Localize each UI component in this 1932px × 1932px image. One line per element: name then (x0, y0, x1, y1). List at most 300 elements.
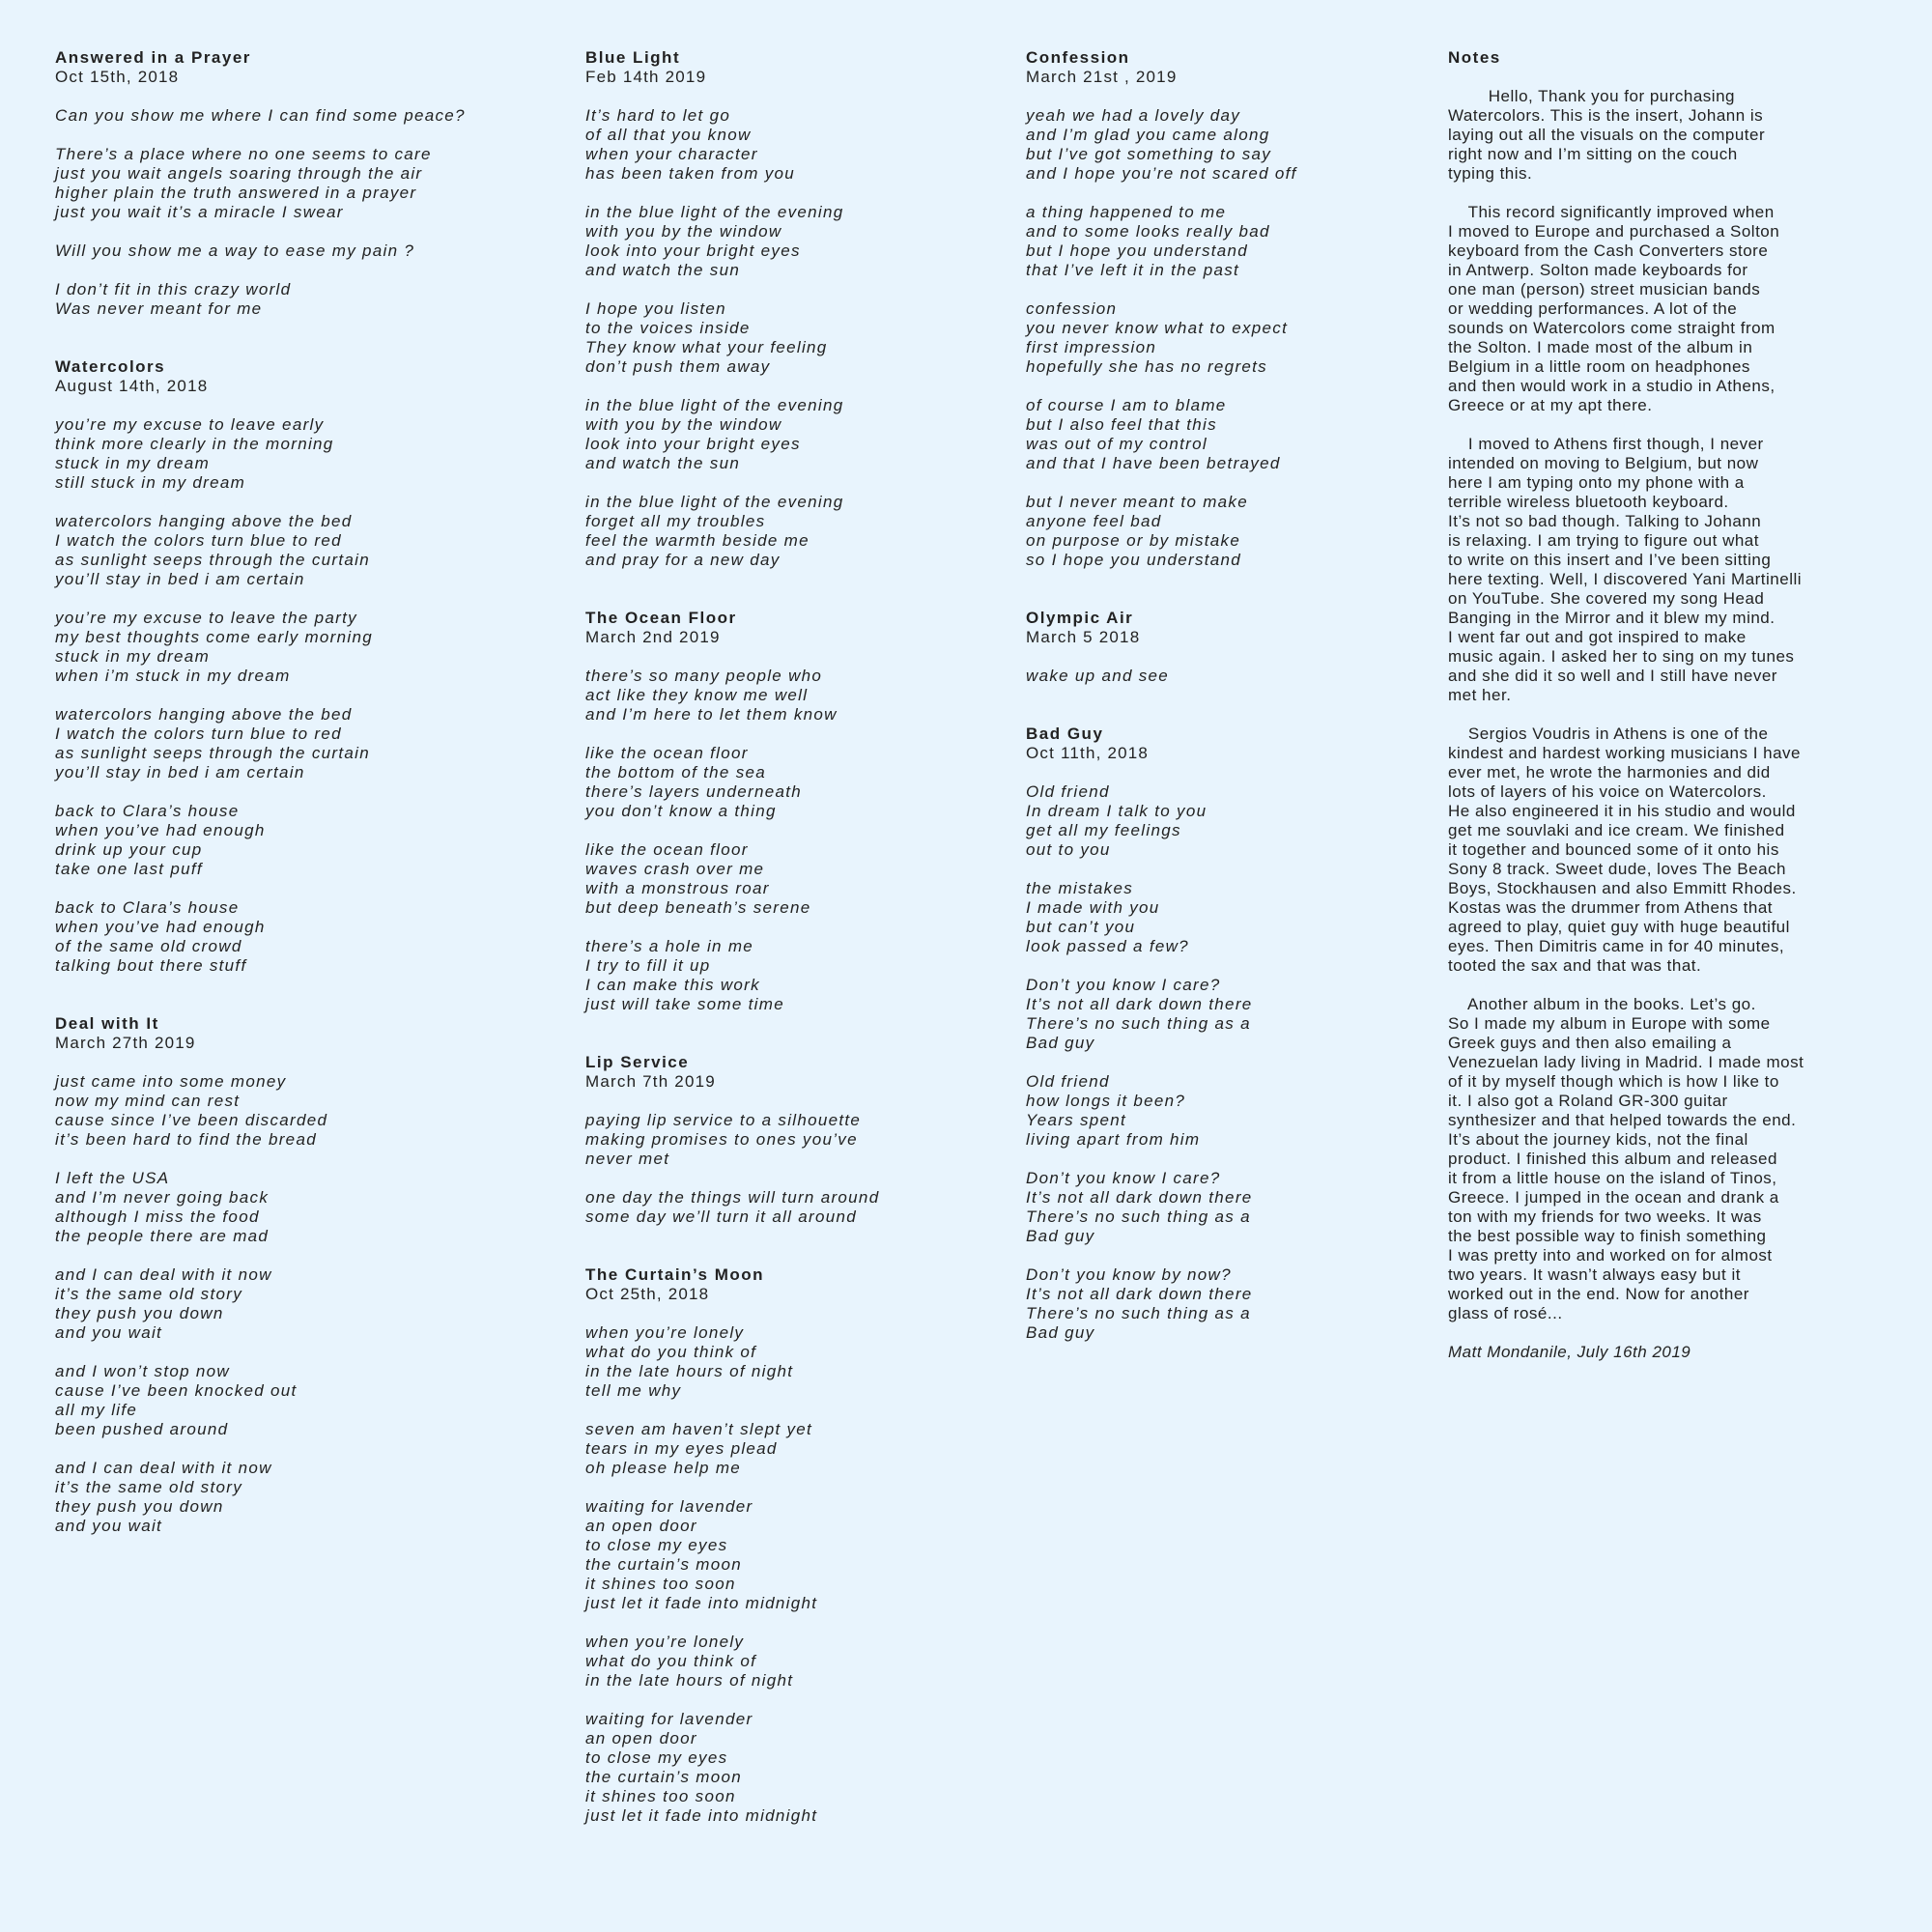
stanza (585, 937, 1001, 1014)
lyric-line: They know what your feeling (585, 338, 828, 356)
song-date: August 14th, 2018 (55, 377, 209, 395)
stanza (585, 667, 1001, 724)
lyric-line: of the same old crowd (55, 937, 242, 955)
notes-line: Greece. I jumped in the ocean and drank a (1448, 1188, 1779, 1207)
lyric-line: I watch the colors turn blue to red (55, 724, 342, 743)
stanza (585, 840, 1001, 918)
notes-line: the Solton. I made most of the album in (1448, 338, 1753, 356)
stanza (55, 106, 557, 126)
lyric-line: there’s layers underneath (585, 782, 803, 801)
stanza (1026, 976, 1422, 1053)
lyric-line: and you wait (55, 1517, 163, 1535)
lyric-line: Will you show me a way to ease my pain ? (55, 242, 415, 260)
song-title: Blue Light (585, 48, 681, 67)
notes-line: It’s not so bad though. Talking to Johann (1448, 512, 1762, 530)
song-title: Deal with It (55, 1014, 159, 1033)
lyric-line: and I’m glad you came along (1026, 126, 1270, 144)
lyric-line: you’re my excuse to leave early (55, 415, 325, 434)
stanza (1026, 782, 1422, 860)
lyric-line: what do you think of (585, 1343, 757, 1361)
lyric-line: now my mind can rest (55, 1092, 241, 1110)
song-title: Bad Guy (1026, 724, 1104, 743)
lyric-line: Don’t you know I care? (1026, 976, 1221, 994)
lyric-line: I hope you listen (585, 299, 726, 318)
lyric-line: Years spent (1026, 1111, 1127, 1129)
notes-line: laying out all the visuals on the computer (1448, 126, 1766, 144)
lyric-line: It’s hard to let go (585, 106, 731, 125)
lyric-line: there’s so many people who (585, 667, 823, 685)
lyric-line: tell me why (585, 1381, 682, 1400)
song-block (1026, 724, 1422, 1343)
stanza (55, 242, 557, 261)
lyric-line: higher plain the truth answered in a prayer (55, 184, 417, 202)
lyric-line: when you’re lonely (585, 1323, 745, 1342)
lyric-line: forget all my troubles (585, 512, 766, 530)
lyrics (1026, 106, 1422, 570)
lyric-line: Old friend (1026, 782, 1110, 801)
notes-line: met her. (1448, 686, 1512, 704)
lyric-line: It’s not all dark down there (1026, 1285, 1253, 1303)
lyric-line: it’s the same old story (55, 1478, 242, 1496)
notes-line: and then would work in a studio in Athens, (1448, 377, 1776, 395)
lyric-line: when i’m stuck in my dream (55, 667, 291, 685)
lyric-line: talking bout there stuff (55, 956, 247, 975)
stanza (55, 1169, 557, 1246)
lyrics-column-1 (55, 48, 557, 1575)
notes-line: synthesizer and that helped towards the end. (1448, 1111, 1797, 1129)
lyric-line: and watch the sun (585, 261, 741, 279)
song-block (55, 48, 557, 319)
stanza (585, 1111, 1001, 1169)
notes-line: Greece or at my apt there. (1448, 396, 1653, 414)
lyric-line: the bottom of the sea (585, 763, 767, 781)
lyric-line: I made with you (1026, 898, 1160, 917)
stanza (585, 299, 1001, 377)
notes-line: here texting. Well, I discovered Yani Martinelli (1448, 570, 1803, 588)
lyric-line: stuck in my dream (55, 454, 211, 472)
lyric-line: and to some looks really bad (1026, 222, 1270, 241)
lyric-line: stuck in my dream (55, 647, 211, 666)
stanza (55, 609, 557, 686)
stanza (1026, 203, 1422, 280)
song-title: Watercolors (55, 357, 166, 376)
notes-line: terrible wireless bluetooth keyboard. (1448, 493, 1729, 511)
notes-line: tooted the sax and that was that. (1448, 956, 1702, 975)
lyric-line: in the blue light of the evening (585, 493, 844, 511)
song-date: March 27th 2019 (55, 1034, 196, 1052)
lyric-line: and you wait (55, 1323, 163, 1342)
notes-line: one man (person) street musician bands (1448, 280, 1761, 298)
lyric-line: as sunlight seeps through the curtain (55, 551, 370, 569)
notes-line: lots of layers of his voice on Watercolors. (1448, 782, 1767, 801)
lyric-line: on purpose or by mistake (1026, 531, 1241, 550)
notes-paragraph (1448, 724, 1873, 976)
lyric-line: when you’ve had enough (55, 918, 266, 936)
lyric-line: and pray for a new day (585, 551, 781, 569)
lyric-line: I left the USA (55, 1169, 170, 1187)
song-block (1026, 48, 1422, 570)
notes-signature: Matt Mondanile, July 16th 2019 (1448, 1343, 1691, 1361)
stanza (585, 1188, 1001, 1227)
notes-line: glass of rosé... (1448, 1304, 1563, 1322)
lyric-line: waiting for lavender (585, 1710, 753, 1728)
notes-line: Kostas was the drummer from Athens that (1448, 898, 1774, 917)
notes-paragraph (1448, 435, 1873, 705)
lyric-line: back to Clara’s house (55, 802, 240, 820)
lyric-line: Was never meant for me (55, 299, 263, 318)
notes-line: two years. It wasn’t always easy but it (1448, 1265, 1741, 1284)
song-date: Oct 25th, 2018 (585, 1285, 710, 1303)
lyric-line: I don’t fit in this crazy world (55, 280, 292, 298)
lyric-line: what do you think of (585, 1652, 757, 1670)
notes-line: get me souvlaki and ice cream. We finished (1448, 821, 1785, 839)
lyric-line: it’s been hard to find the bread (55, 1130, 317, 1149)
lyric-line: get all my feelings (1026, 821, 1181, 839)
notes-paragraph (1448, 87, 1873, 184)
lyric-line: There’s no such thing as a (1026, 1304, 1251, 1322)
lyric-line: take one last puff (55, 860, 203, 878)
notes-line: right now and I’m sitting on the couch (1448, 145, 1738, 163)
lyric-line: There’s no such thing as a (1026, 1208, 1251, 1226)
stanza (1026, 396, 1422, 473)
notes-line: Hello, Thank you for purchasing (1448, 87, 1735, 105)
stanza (585, 1710, 1001, 1826)
notes-line: sounds on Watercolors come straight from (1448, 319, 1776, 337)
stanza (585, 744, 1001, 821)
lyric-line: and I won’t stop now (55, 1362, 230, 1380)
lyric-line: one day the things will turn around (585, 1188, 880, 1207)
lyric-line: It’s not all dark down there (1026, 1188, 1253, 1207)
stanza (1026, 879, 1422, 956)
notes-line: Boys, Stockhausen and also Emmitt Rhodes. (1448, 879, 1797, 897)
lyric-line: to close my eyes (585, 1536, 728, 1554)
lyrics (585, 667, 1001, 1014)
stanza (585, 1323, 1001, 1401)
lyric-line: with you by the window (585, 415, 782, 434)
notes-line: ever met, he wrote the harmonies and did (1448, 763, 1771, 781)
stanza (585, 493, 1001, 570)
lyric-line: when your character (585, 145, 758, 163)
lyric-line: feel the warmth beside me (585, 531, 810, 550)
lyric-line: don’t push them away (585, 357, 771, 376)
lyric-line: tears in my eyes plead (585, 1439, 778, 1458)
lyric-line: I try to fill it up (585, 956, 711, 975)
lyric-line: although I miss the food (55, 1208, 260, 1226)
lyric-line: has been taken from you (585, 164, 796, 183)
notes-line: it together and bounced some of it onto his (1448, 840, 1779, 859)
lyric-line: but I also feel that this (1026, 415, 1217, 434)
stanza (1026, 493, 1422, 570)
lyric-line: the mistakes (1026, 879, 1134, 897)
song-block (585, 1053, 1001, 1227)
notes-line: product. I finished this album and released (1448, 1150, 1777, 1168)
lyric-line: seven am haven’t slept yet (585, 1420, 813, 1438)
lyric-line: There’s a place where no one seems to care (55, 145, 432, 163)
lyric-line: you don’t know a thing (585, 802, 777, 820)
notes-line: of it by myself though which is how I like to (1448, 1072, 1779, 1091)
lyric-line: but I never meant to make (1026, 493, 1248, 511)
lyric-line: I watch the colors turn blue to red (55, 531, 342, 550)
lyric-line: there’s a hole in me (585, 937, 754, 955)
lyric-line: and that I have been betrayed (1026, 454, 1281, 472)
lyric-line: Bad guy (1026, 1227, 1095, 1245)
lyric-line: like the ocean floor (585, 840, 749, 859)
lyric-line: still stuck in my dream (55, 473, 246, 492)
lyric-line: think more clearly in the morning (55, 435, 334, 453)
song-date: Feb 14th 2019 (585, 68, 707, 86)
notes-line: worked out in the end. Now for another (1448, 1285, 1749, 1303)
lyric-line: confession (1026, 299, 1118, 318)
lyric-line: just let it fade into midnight (585, 1806, 818, 1825)
notes-line: music again. I asked her to sing on my tunes (1448, 647, 1795, 666)
lyric-line: Don’t you know I care? (1026, 1169, 1221, 1187)
notes-line: Watercolors. This is the insert, Johann is (1448, 106, 1764, 125)
notes-line: So I made my album in Europe with some (1448, 1014, 1771, 1033)
song-title: The Ocean Floor (585, 609, 737, 627)
lyric-line: was out of my control (1026, 435, 1208, 453)
lyric-line: look passed a few? (1026, 937, 1189, 955)
notes-body (1448, 87, 1873, 1323)
lyric-line: Old friend (1026, 1072, 1110, 1091)
notes-line: kindest and hardest working musicians I have (1448, 744, 1802, 762)
lyric-line: just you wait it’s a miracle I swear (55, 203, 344, 221)
lyric-line: to the voices inside (585, 319, 751, 337)
lyric-line: look into your bright eyes (585, 242, 801, 260)
notes-line: intended on moving to Belgium, but now (1448, 454, 1759, 472)
notes-line: I moved to Europe and purchased a Solton (1448, 222, 1780, 241)
lyric-line: look into your bright eyes (585, 435, 801, 453)
notes-line: in Antwerp. Solton made keyboards for (1448, 261, 1748, 279)
lyric-line: when you’re lonely (585, 1633, 745, 1651)
lyric-line: an open door (585, 1517, 697, 1535)
lyric-line: an open door (585, 1729, 697, 1747)
notes-line: keyboard from the Cash Converters store (1448, 242, 1769, 260)
lyric-line: like the ocean floor (585, 744, 749, 762)
lyrics (585, 1323, 1001, 1826)
stanza (1026, 299, 1422, 377)
lyric-line: with you by the window (585, 222, 782, 241)
lyric-line: drink up your cup (55, 840, 203, 859)
lyrics-column-3 (1026, 48, 1422, 1381)
lyric-line: wake up and see (1026, 667, 1170, 685)
lyric-line: of all that you know (585, 126, 752, 144)
lyric-line: it shines too soon (585, 1575, 736, 1593)
stanza (585, 1420, 1001, 1478)
notes-title: Notes (1448, 48, 1501, 67)
notes-line: I moved to Athens first though, I never (1448, 435, 1764, 453)
stanza (585, 203, 1001, 280)
lyric-line: There’s no such thing as a (1026, 1014, 1251, 1033)
lyric-line: it shines too soon (585, 1787, 736, 1805)
lyric-line: Don’t you know by now? (1026, 1265, 1232, 1284)
notes-line: here I am typing onto my phone with a (1448, 473, 1745, 492)
lyric-line: paying lip service to a silhouette (585, 1111, 862, 1129)
lyric-line: first impression (1026, 338, 1157, 356)
lyric-line: of course I am to blame (1026, 396, 1227, 414)
song-title: Answered in a Prayer (55, 48, 251, 67)
notes-line: on YouTube. She covered my song Head (1448, 589, 1765, 608)
notes-line: Sergios Voudris in Athens is one of the (1448, 724, 1769, 743)
song-date: Oct 11th, 2018 (1026, 744, 1150, 762)
notes-line: It’s about the journey kids, not the final (1448, 1130, 1748, 1149)
song-block (585, 609, 1001, 1014)
stanza (585, 396, 1001, 473)
lyric-line: the people there are mad (55, 1227, 270, 1245)
lyric-line: some day we’ll turn it all around (585, 1208, 858, 1226)
stanza (1026, 667, 1422, 686)
stanza (1026, 106, 1422, 184)
lyrics (585, 1111, 1001, 1227)
notes-paragraph (1448, 203, 1873, 415)
lyrics (55, 106, 557, 319)
lyric-line: but can’t you (1026, 918, 1136, 936)
stanza (585, 1633, 1001, 1690)
lyric-line: anyone feel bad (1026, 512, 1162, 530)
song-title: Olympic Air (1026, 609, 1134, 627)
lyric-line: been pushed around (55, 1420, 229, 1438)
lyric-line: to close my eyes (585, 1748, 728, 1767)
notes-line: agreed to play, quiet guy with huge beautiful (1448, 918, 1790, 936)
lyrics (55, 415, 557, 976)
notes-line: Greek guys and then also emailing a (1448, 1034, 1732, 1052)
notes-line: the best possible way to finish something (1448, 1227, 1767, 1245)
lyric-line: so I hope you understand (1026, 551, 1242, 569)
notes-line: ton with my friends for two weeks. It was (1448, 1208, 1762, 1226)
lyric-line: just will take some time (585, 995, 784, 1013)
notes-line: Another album in the books. Let’s go. (1448, 995, 1756, 1013)
stanza (55, 280, 557, 319)
stanza (55, 1362, 557, 1439)
lyric-line: and I hope you’re not scared off (1026, 164, 1297, 183)
song-title: Confession (1026, 48, 1130, 67)
notes-line: I was pretty into and worked on for almost (1448, 1246, 1773, 1264)
song-title: The Curtain’s Moon (585, 1265, 765, 1284)
lyric-line: oh please help me (585, 1459, 742, 1477)
song-block (55, 357, 557, 976)
lyric-line: back to Clara’s house (55, 898, 240, 917)
stanza (55, 145, 557, 222)
lyric-line: and I can deal with it now (55, 1459, 272, 1477)
lyric-line: in the late hours of night (585, 1671, 794, 1690)
lyric-line: you’ll stay in bed i am certain (55, 763, 305, 781)
notes-line: Banging in the Mirror and it blew my mind. (1448, 609, 1776, 627)
lyric-line: in the blue light of the evening (585, 396, 844, 414)
stanza (55, 415, 557, 493)
stanza (55, 1265, 557, 1343)
lyric-line: hopefully she has no regrets (1026, 357, 1267, 376)
lyrics-column-2 (585, 48, 1001, 1864)
lyric-line: with a monstrous roar (585, 879, 770, 897)
lyric-line: living apart from him (1026, 1130, 1201, 1149)
notes-line: or wedding performances. A lot of the (1448, 299, 1738, 318)
lyric-line: they push you down (55, 1304, 224, 1322)
lyric-line: I can make this work (585, 976, 760, 994)
notes-line: Venezuelan lady living in Madrid. I made most (1448, 1053, 1804, 1071)
notes-paragraph (1448, 995, 1873, 1323)
lyric-line: my best thoughts come early morning (55, 628, 373, 646)
lyrics (1026, 667, 1422, 686)
song-date: Oct 15th, 2018 (55, 68, 180, 86)
stanza (55, 512, 557, 589)
lyric-line: Bad guy (1026, 1034, 1095, 1052)
lyric-line: and I can deal with it now (55, 1265, 272, 1284)
lyric-line: the curtain’s moon (585, 1768, 742, 1786)
stanza (1026, 1265, 1422, 1343)
lyric-line: yeah we had a lovely day (1026, 106, 1241, 125)
lyric-line: just came into some money (55, 1072, 287, 1091)
stanza (55, 1459, 557, 1536)
lyric-line: when you’ve had enough (55, 821, 266, 839)
lyric-line: in the late hours of night (585, 1362, 794, 1380)
song-title: Lip Service (585, 1053, 690, 1071)
notes-line: I went far out and got inspired to make (1448, 628, 1747, 646)
notes-line: Belgium in a little room on headphones (1448, 357, 1750, 376)
notes-line: He also engineered it in his studio and would (1448, 802, 1796, 820)
lyric-line: you’ll stay in bed i am certain (55, 570, 305, 588)
notes-line: Sony 8 track. Sweet dude, loves The Beach (1448, 860, 1786, 878)
song-date: March 5 2018 (1026, 628, 1141, 646)
lyric-line: all my life (55, 1401, 138, 1419)
notes-column (1448, 48, 1873, 1362)
lyric-line: just let it fade into midnight (585, 1594, 818, 1612)
lyrics (55, 1072, 557, 1536)
song-date: March 7th 2019 (585, 1072, 716, 1091)
lyric-line: out to you (1026, 840, 1111, 859)
lyric-line: but I hope you understand (1026, 242, 1249, 260)
lyric-line: it’s the same old story (55, 1285, 242, 1303)
lyric-line: as sunlight seeps through the curtain (55, 744, 370, 762)
lyric-line: making promises to ones you’ve (585, 1130, 858, 1149)
lyric-line: how longs it been? (1026, 1092, 1186, 1110)
notes-line: to write on this insert and I’ve been sitting (1448, 551, 1772, 569)
lyric-line: waves crash over me (585, 860, 765, 878)
notes-line: is relaxing. I am trying to figure out what (1448, 531, 1759, 550)
song-block (585, 1265, 1001, 1826)
lyric-line: they push you down (55, 1497, 224, 1516)
lyrics (585, 106, 1001, 570)
stanza (585, 1497, 1001, 1613)
stanza (55, 802, 557, 879)
notes-line: it. I also got a Roland GR-300 guitar (1448, 1092, 1728, 1110)
lyric-line: you’re my excuse to leave the party (55, 609, 357, 627)
song-block (585, 48, 1001, 570)
notes-line: it from a little house on the island of Tinos, (1448, 1169, 1777, 1187)
lyric-line: just you wait angels soaring through the air (55, 164, 423, 183)
song-date: March 2nd 2019 (585, 628, 721, 646)
song-block (1026, 609, 1422, 686)
lyric-line: Bad guy (1026, 1323, 1095, 1342)
lyric-line: and I’m here to let them know (585, 705, 838, 724)
lyric-line: It’s not all dark down there (1026, 995, 1253, 1013)
song-block (55, 1014, 557, 1536)
notes-line: typing this. (1448, 164, 1533, 183)
lyric-line: watercolors hanging above the bed (55, 705, 353, 724)
lyric-line: that I’ve left it in the past (1026, 261, 1240, 279)
lyric-line: cause since I’ve been discarded (55, 1111, 328, 1129)
lyric-line: but I’ve got something to say (1026, 145, 1272, 163)
lyric-line: cause I’ve been knocked out (55, 1381, 298, 1400)
lyric-line: act like they know me well (585, 686, 809, 704)
lyric-line: never met (585, 1150, 670, 1168)
lyric-line: waiting for lavender (585, 1497, 753, 1516)
stanza (585, 106, 1001, 184)
stanza (55, 898, 557, 976)
lyric-line: but deep beneath’s serene (585, 898, 811, 917)
stanza (55, 705, 557, 782)
lyrics (1026, 782, 1422, 1343)
lyric-line: watercolors hanging above the bed (55, 512, 353, 530)
stanza (1026, 1169, 1422, 1246)
